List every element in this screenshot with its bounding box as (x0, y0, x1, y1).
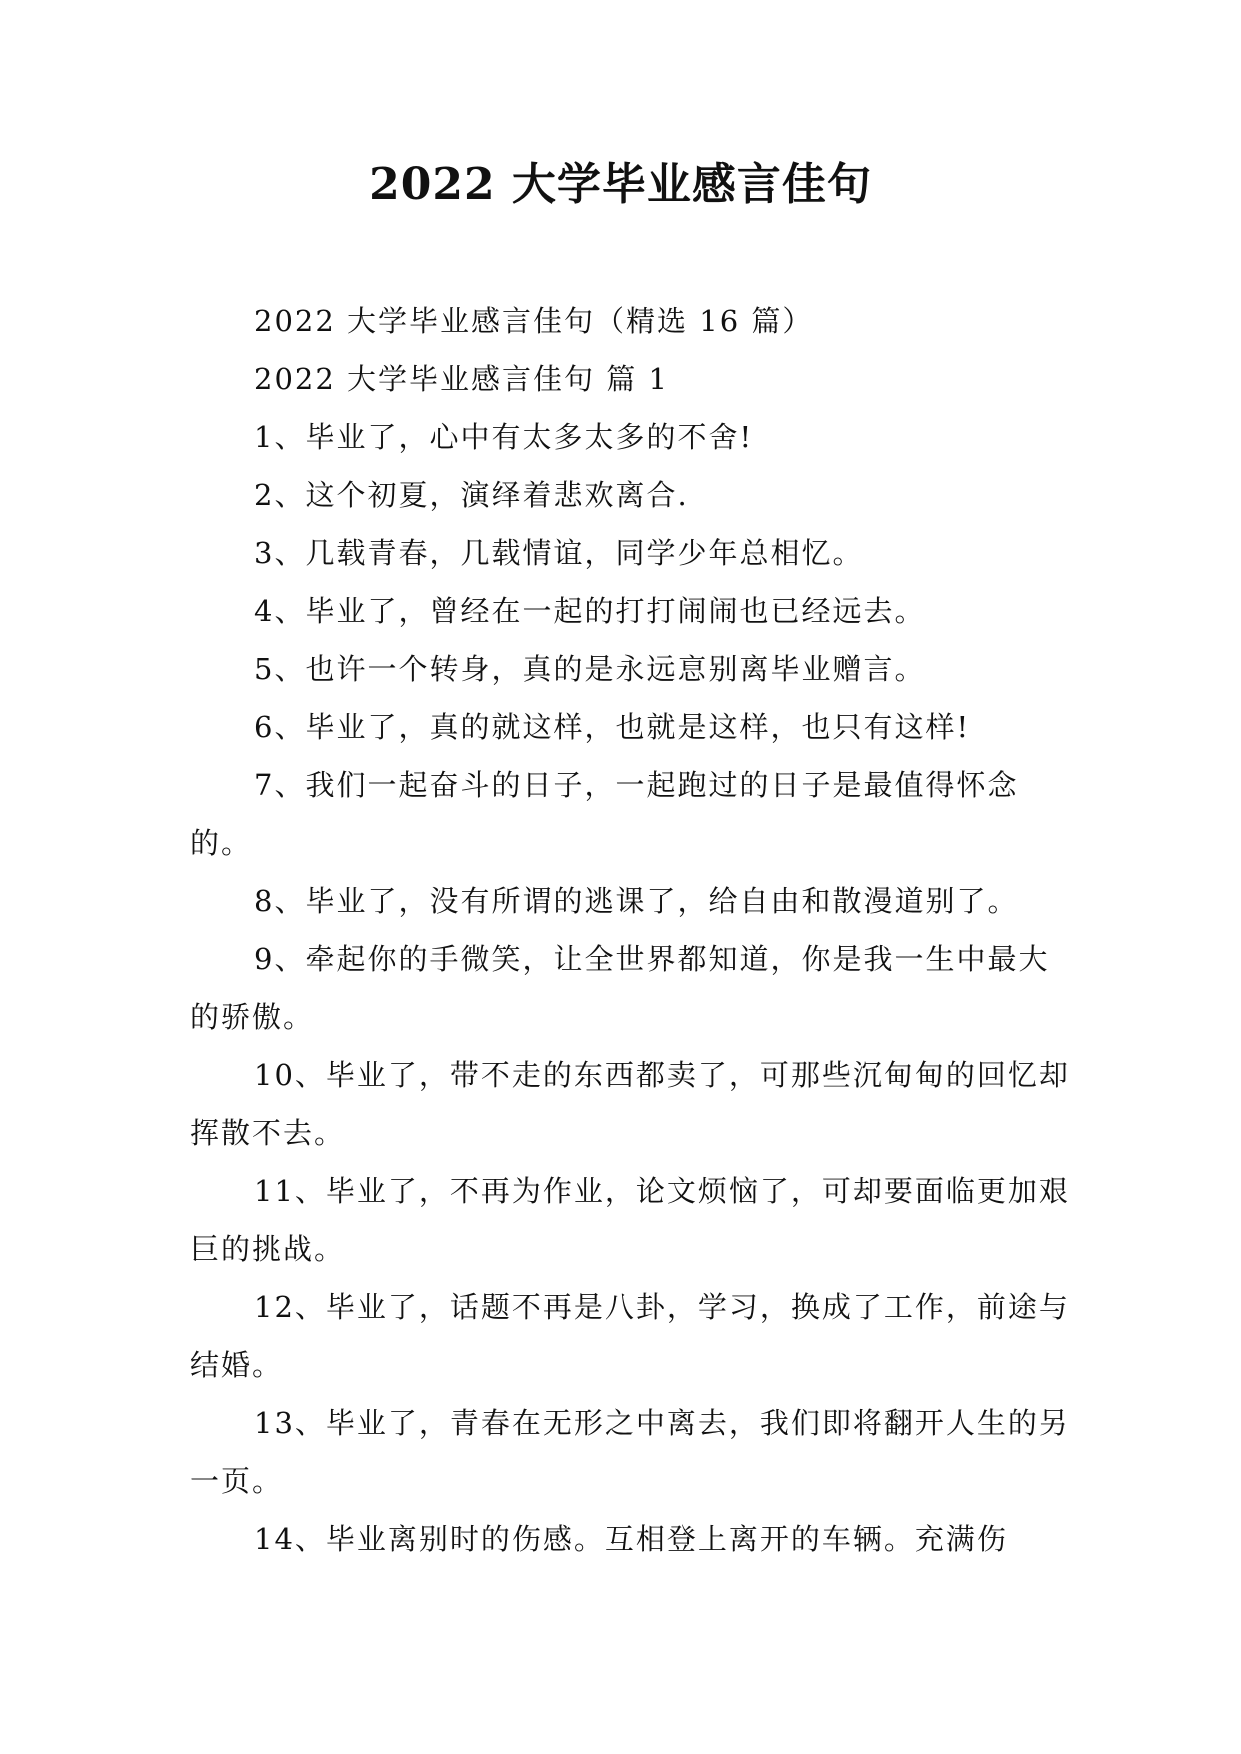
paragraph: 14、毕业离别时的伤感。互相登上离开的车辆。充满伤 (254, 1522, 1008, 1556)
paragraph: 13、毕业了，青春在无形之中离去，我们即将翻开人生的另一页。 (190, 1406, 1070, 1498)
paragraph: 4、毕业了，曾经在一起的打打闹闹也已经远去。 (254, 594, 926, 628)
paragraph: 10、毕业了，带不走的东西都卖了，可那些沉甸甸的回忆却挥散不去。 (190, 1058, 1070, 1150)
paragraph: 5、也许一个转身，真的是永远恴别离毕业赠言。 (254, 652, 926, 686)
paragraph: 12、毕业了，话题不再是八卦，学习，换成了工作，前途与结婚。 (190, 1290, 1070, 1382)
paragraph: 8、毕业了，没有所谓的逃课了，给自由和散漫道别了。 (254, 884, 1019, 918)
paragraph: 1、毕业了，心中有太多太多的不舍! (254, 420, 754, 454)
document-title: 2022 大学毕业感言佳句 (369, 159, 872, 210)
document-body (190, 292, 1070, 1568)
paragraph: 11、毕业了，不再为作业，论文烦恼了，可却要面临更加艰巨的挑战。 (190, 1174, 1070, 1266)
paragraph: 2022 大学毕业感言佳句 篇 1 (254, 362, 669, 396)
paragraph: 6、毕业了，真的就这样，也就是这样，也只有这样! (254, 710, 971, 744)
paragraph: 2、这个初夏，演绎着悲欢离合. (254, 478, 689, 512)
paragraph: 2022 大学毕业感言佳句（精选 16 篇） (254, 304, 814, 338)
paragraph: 3、几载青春，几载情谊，同学少年总相忆。 (254, 536, 864, 570)
paragraph: 7、我们一起奋斗的日子，一起跑过的日子是最值得怀念的。 (190, 768, 1019, 860)
paragraph: 9、牵起你的手微笑，让全世界都知道，你是我一生中最大的骄傲。 (190, 942, 1050, 1034)
